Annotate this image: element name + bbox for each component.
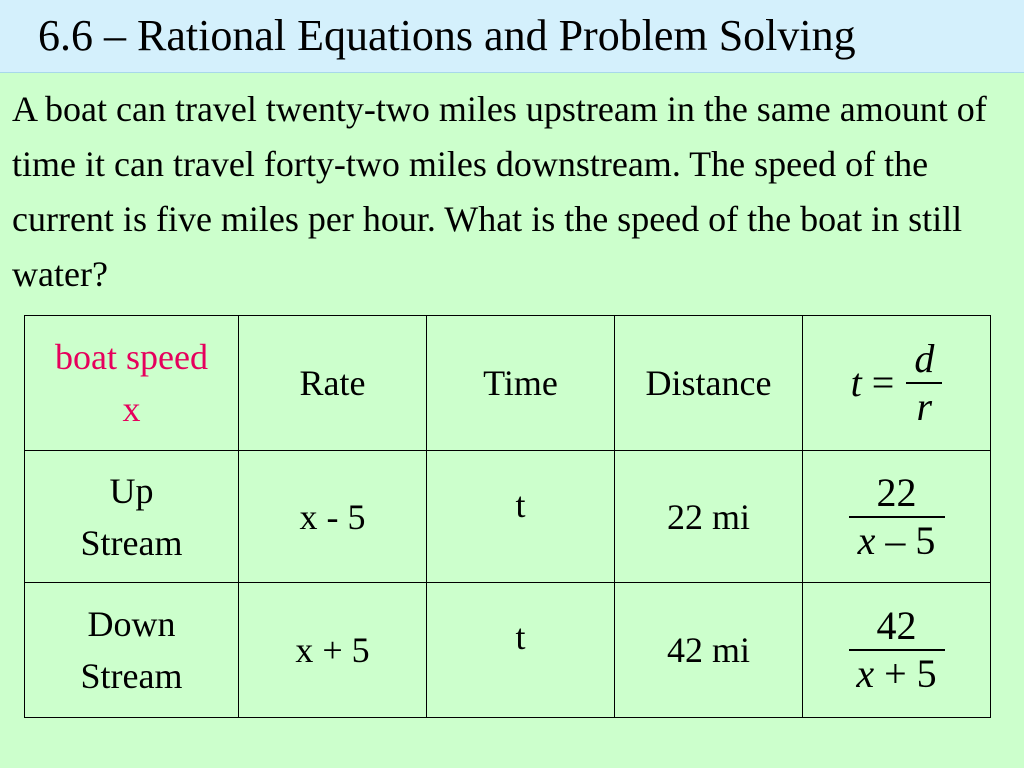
rate-header: Rate: [239, 316, 427, 451]
table-header-row: [25, 316, 991, 451]
rate-cell: x + 5: [239, 583, 427, 718]
title-bar: [0, 0, 1024, 73]
formula-lhs: t: [850, 360, 862, 405]
slide-title: 6.6 – Rational Equations and Problem Solving: [38, 11, 856, 60]
denominator-constant: + 5: [874, 651, 937, 696]
fraction-denominator: [858, 518, 936, 564]
time-expression-cell: [803, 451, 991, 583]
row-label-cell: [25, 583, 239, 718]
row-label-line1: Down: [87, 604, 176, 644]
formula-fraction: [906, 336, 942, 430]
time-expression-cell: [803, 583, 991, 718]
time-cell: t: [427, 451, 615, 583]
distance-cell: 42 mi: [615, 583, 803, 718]
fraction-numerator: 42: [876, 603, 917, 648]
variable-symbol: x: [122, 389, 141, 429]
distance-cell: 22 mi: [615, 451, 803, 583]
variable-label: boat speed: [55, 337, 208, 377]
denominator-variable: x: [856, 651, 875, 696]
fraction-denominator: [856, 651, 936, 697]
row-label-line2: Stream: [80, 656, 183, 696]
time-fraction: [849, 603, 945, 697]
rate-cell: x - 5: [239, 451, 427, 583]
formula-denominator: r: [916, 384, 933, 429]
denominator-variable: x: [857, 517, 876, 563]
distance-header: Distance: [615, 316, 803, 451]
variable-header-cell: [25, 316, 239, 451]
table-row-downstream: [25, 583, 991, 718]
time-formula: [851, 336, 943, 430]
problem-statement: A boat can travel twenty-two miles upstream in the same amount of time it can travel forty-two miles downstream. The speed of the current is five miles per hour. What is the speed of the boat in still water?: [12, 89, 987, 294]
formula-header: [803, 316, 991, 451]
formula-equals: =: [871, 360, 895, 405]
time-fraction: [849, 470, 945, 564]
row-label-cell: [25, 451, 239, 583]
row-label-line1: Up: [109, 470, 154, 511]
time-cell: t: [427, 583, 615, 718]
time-header: Time: [427, 316, 615, 451]
formula-numerator: d: [914, 336, 935, 381]
fraction-numerator: 22: [876, 469, 917, 515]
rate-time-distance-table: [24, 315, 991, 718]
row-label-line2: Stream: [80, 522, 183, 563]
denominator-constant: – 5: [875, 517, 936, 563]
table-row-upstream: [25, 451, 991, 583]
